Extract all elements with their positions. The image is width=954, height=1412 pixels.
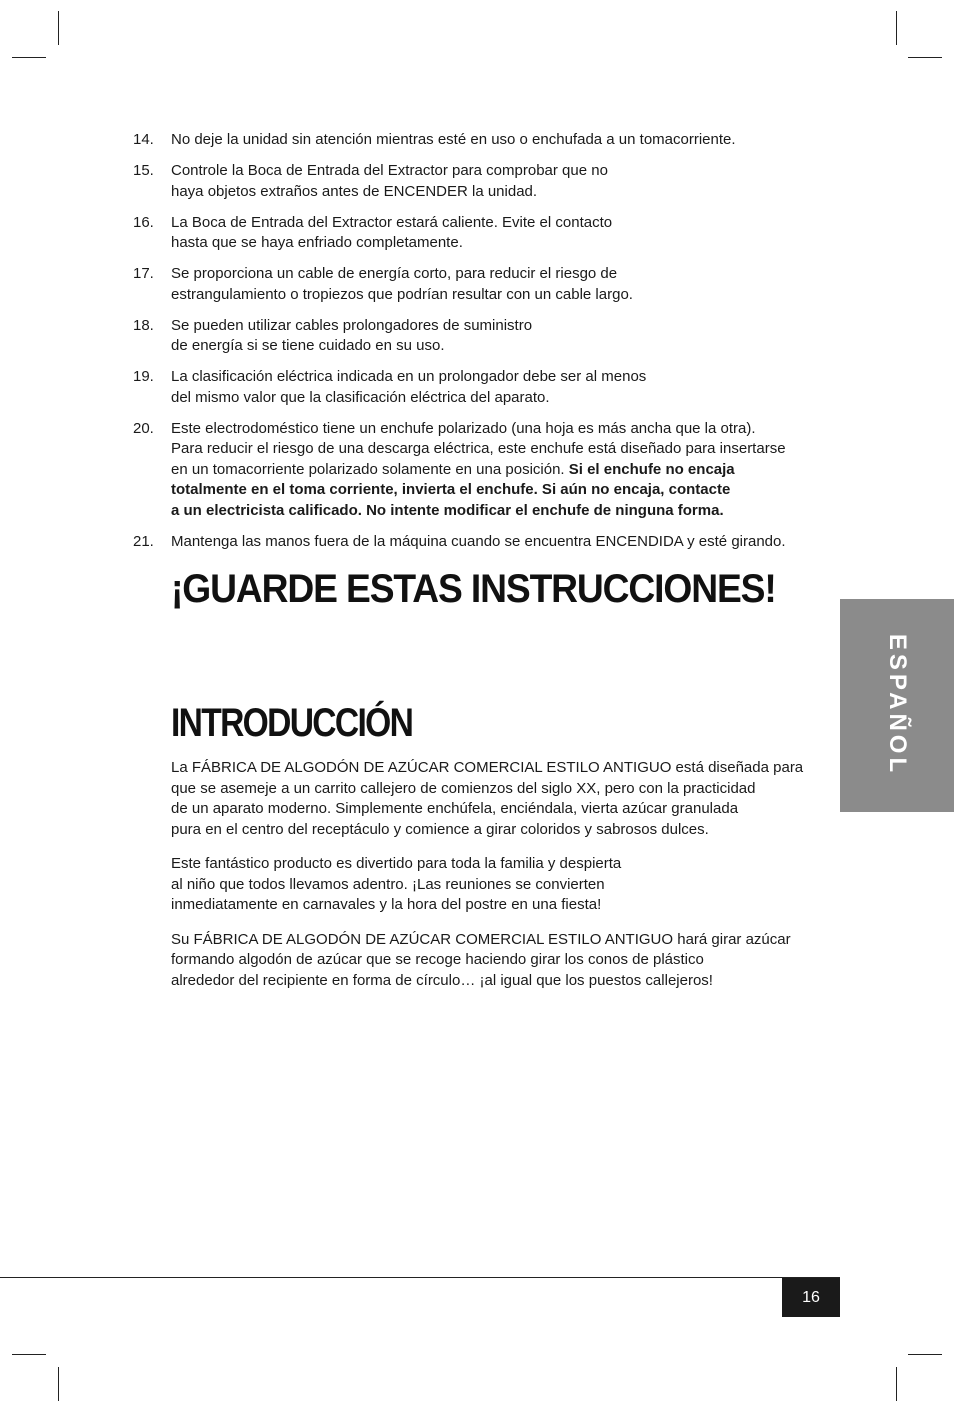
paragraph-line: que se asemeje a un carrito callejero de comienzos del siglo XX, pero con la practicidad bbox=[171, 779, 756, 797]
crop-mark bbox=[896, 11, 897, 45]
paragraph-line: La FÁBRICA DE ALGODÓN DE AZÚCAR COMERCIAL ESTILO ANTIGUO está diseñada para bbox=[171, 759, 804, 776]
item-text-line: estrangulamiento o tropiezos que podrían resultar con un cable largo. bbox=[171, 285, 633, 303]
item-text-line: haya objetos extraños antes de ENCENDER la unidad. bbox=[171, 182, 538, 200]
list-item bbox=[133, 264, 823, 305]
item-number: 14. bbox=[133, 131, 154, 148]
paragraph-line: alrededor del recipiente en forma de círculo… ¡al igual que los puestos callejeros! bbox=[171, 971, 713, 989]
item-text-line bbox=[171, 460, 823, 481]
crop-mark bbox=[12, 1354, 46, 1355]
crop-mark bbox=[58, 1367, 59, 1401]
language-tab bbox=[840, 599, 954, 812]
crop-mark bbox=[908, 57, 942, 58]
item-text-line: Controle la Boca de Entrada del Extractor para comprobar que no bbox=[171, 162, 608, 179]
item-text: No deje la unidad sin atención mientras esté en uso o enchufada a un tomacorriente. bbox=[171, 131, 736, 148]
item-number: 19. bbox=[133, 368, 154, 385]
intro-paragraph bbox=[171, 930, 811, 992]
language-tab-label: ESPAÑOL bbox=[884, 633, 911, 777]
list-item bbox=[133, 316, 823, 357]
crop-mark bbox=[58, 11, 59, 45]
item-text-bold: Si el enchufe no encaja bbox=[568, 460, 735, 478]
item-number: 15. bbox=[133, 162, 154, 179]
intro-paragraph bbox=[171, 854, 811, 916]
list-item bbox=[133, 367, 823, 408]
paragraph-line: al niño que todos llevamos adentro. ¡Las reuniones se convierten bbox=[171, 875, 605, 893]
item-number: 21. bbox=[133, 532, 154, 550]
item-number: 16. bbox=[133, 213, 154, 231]
list-item bbox=[133, 213, 823, 254]
item-text-line: del mismo valor que la clasificación eléctrica del aparato. bbox=[171, 388, 550, 406]
item-text: Mantenga las manos fuera de la máquina cuando se encuentra ENCENDIDA y esté girando. bbox=[171, 532, 786, 550]
item-text-line: de energía si se tiene cuidado en su uso. bbox=[171, 337, 445, 354]
footer-rule bbox=[0, 1277, 840, 1278]
item-number: 17. bbox=[133, 265, 154, 282]
item-text-bold: a un electricista calificado. No intente modificar el enchufe de ninguna forma. bbox=[171, 501, 724, 519]
save-instructions-heading: ¡GUARDE ESTAS INSTRUCCIONES! bbox=[171, 567, 776, 611]
list-item bbox=[133, 130, 823, 151]
item-text-bold: totalmente en el toma corriente, invierta el enchufe. Si aún no encaja, contacte bbox=[171, 481, 731, 498]
introduction-heading: INTRODUCCIÓN bbox=[171, 701, 413, 745]
paragraph-line: de un aparato moderno. Simplemente enchúfela, enciéndala, vierta azúcar granulada bbox=[171, 800, 739, 817]
page-number-box bbox=[782, 1278, 840, 1317]
introduction-body bbox=[171, 758, 811, 1005]
paragraph-line: Este fantástico producto es divertido para toda la familia y despierta bbox=[171, 855, 622, 872]
item-number: 18. bbox=[133, 316, 154, 334]
intro-paragraph bbox=[171, 758, 811, 840]
item-text-line: Para reducir el riesgo de una descarga eléctrica, este enchufe está diseñado para insertarse bbox=[171, 440, 786, 457]
item-number: 20. bbox=[133, 419, 154, 437]
paragraph-line: pura en el centro del receptáculo y comience a girar coloridos y sabrosos dulces. bbox=[171, 820, 709, 838]
paragraph-line: Su FÁBRICA DE ALGODÓN DE AZÚCAR COMERCIAL ESTILO ANTIGUO hará girar azúcar bbox=[171, 930, 791, 948]
item-text-line: Este electrodoméstico tiene un enchufe polarizado (una hoja es más ancha que la otra). bbox=[171, 419, 756, 437]
item-text-line: La clasificación eléctrica indicada en un prolongador debe ser al menos bbox=[171, 368, 647, 385]
crop-mark bbox=[896, 1367, 897, 1401]
item-text-line: La Boca de Entrada del Extractor estará caliente. Evite el contacto bbox=[171, 213, 613, 231]
crop-mark bbox=[12, 57, 46, 58]
safety-instructions-list bbox=[133, 130, 823, 563]
item-text-line: hasta que se haya enfriado completamente. bbox=[171, 234, 463, 251]
paragraph-line: inmediatamente en carnavales y la hora del postre en una fiesta! bbox=[171, 896, 602, 913]
list-item bbox=[133, 419, 823, 522]
list-item bbox=[133, 532, 823, 553]
item-text-normal: en un tomacorriente polarizado solamente en una posición. bbox=[171, 460, 569, 478]
crop-mark bbox=[908, 1354, 942, 1355]
list-item bbox=[133, 161, 823, 202]
item-text-line: Se pueden utilizar cables prolongadores de suministro bbox=[171, 316, 533, 334]
paragraph-line: formando algodón de azúcar que se recoge haciendo girar los conos de plástico bbox=[171, 951, 704, 968]
item-text-line: Se proporciona un cable de energía corto, para reducir el riesgo de bbox=[171, 265, 618, 282]
page-number: 16 bbox=[802, 1288, 820, 1306]
